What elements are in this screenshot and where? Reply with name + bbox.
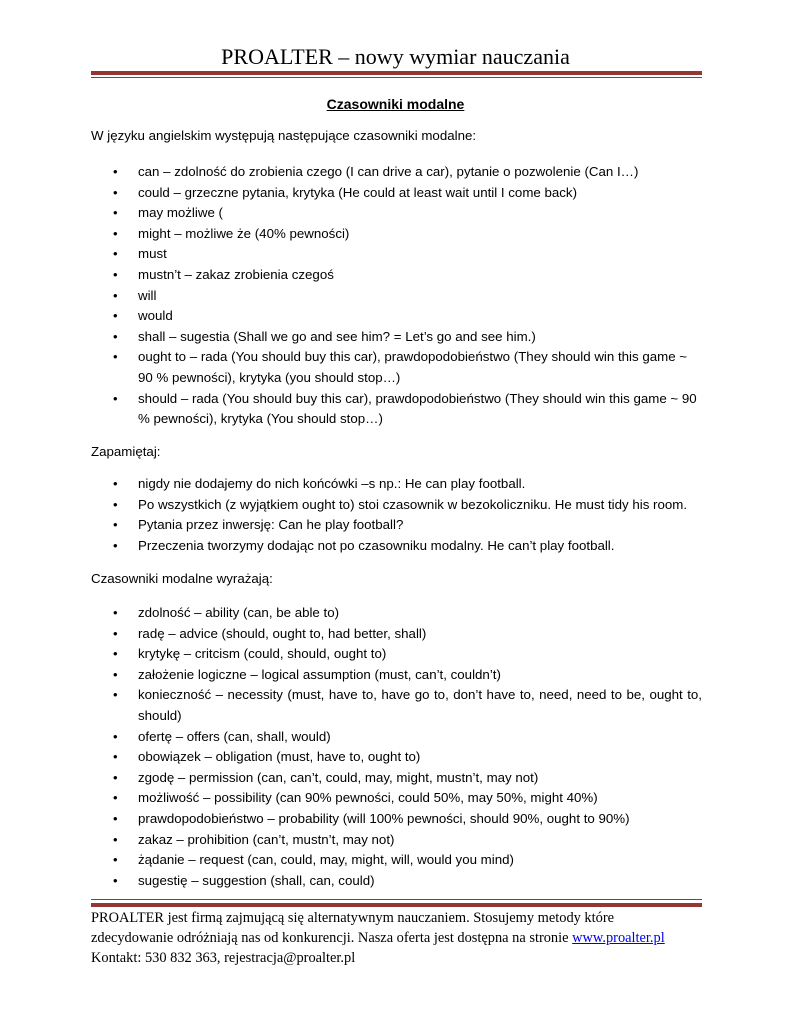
list-item: • Po wszystkich (z wyjątkiem ought to) stoi czasownik w bezokoliczniku. He must tidy his room. [91, 495, 702, 516]
footer-divider-thin [91, 899, 702, 900]
remember-heading: Zapamiętaj: [91, 444, 161, 459]
website-link[interactable]: www.proalter.pl [572, 929, 665, 946]
list-item: • would [91, 306, 702, 327]
list-item: • could – grzeczne pytania, krytyka (He could at least wait until I come back) [91, 183, 702, 204]
list-item: • krytykę – critcism (could, should, ought to) [91, 644, 702, 665]
list-item: • ofertę – offers (can, shall, would) [91, 727, 702, 748]
list-item: • założenie logiczne – logical assumption (must, can’t, couldn’t) [91, 665, 702, 686]
list-item: • will [91, 286, 702, 307]
list-item: • nigdy nie dodajemy do nich końcówki –s np.: He can play football. [91, 474, 702, 495]
list-item: • Przeczenia tworzymy dodając not po czasowniku modalny. He can’t play football. [91, 536, 702, 557]
express-heading: Czasowniki modalne wyrażają: [91, 571, 273, 586]
document-title: Czasowniki modalne [326, 96, 465, 112]
list-item: • might – możliwe że (40% pewności) [91, 224, 702, 245]
list-item: • zakaz – prohibition (can’t, mustn’t, may not) [91, 830, 702, 851]
list-item: • żądanie – request (can, could, may, might, will, would you mind) [91, 850, 702, 871]
list-item: • should – rada (You should buy this car), prawdopodobieństwo (They should win this game ~ 90 % pewności), krytyka (You should stop…) [91, 389, 702, 430]
list-item: • can – zdolność do zrobienia czego (I can drive a car), pytanie o pozwolenie (Can I…) [91, 162, 702, 183]
list-item: • możliwość – possibility (can 90% pewności, could 50%, may 50%, might 40%) [91, 788, 702, 809]
list-item: • Pytania przez inwersję: Can he play football? [91, 515, 702, 536]
footer-line-2-text: zdecydowanie odróżniają nas od konkurencji. Nasza oferta jest dostępna na stronie [91, 929, 573, 946]
list-item: • sugestię – suggestion (shall, can, could) [91, 871, 702, 892]
list-item: • must [91, 244, 702, 265]
header-divider [91, 71, 702, 75]
page-footer [91, 909, 711, 968]
list-item: • zgodę – permission (can, can’t, could, may, might, mustn’t, may not) [91, 768, 702, 789]
page-header-title: PROALTER – nowy wymiar nauczania [221, 44, 570, 69]
list-item: • radę – advice (should, ought to, had better, shall) [91, 624, 702, 645]
footer-line-1: PROALTER jest firmą zajmującą się alternatywnym nauczaniem. Stosujemy metody które [91, 910, 614, 926]
remember-list [91, 474, 702, 556]
header-divider-thin [91, 77, 702, 78]
list-item: • obowiązek – obligation (must, have to, ought to) [91, 747, 702, 768]
list-item: • ought to – rada (You should buy this car), prawdopodobieństwo (They should win this game ~ 90 % pewności), krytyka (you should stop…) [91, 347, 702, 388]
list-item: • zdolność – ability (can, be able to) [91, 603, 702, 624]
express-list [91, 603, 702, 891]
list-item: • mustn’t – zakaz zrobienia czegoś [91, 265, 702, 286]
list-item: • konieczność – necessity (must, have to, have go to, don’t have to, need, need to be, ought to, should) [91, 685, 702, 726]
footer-line-2 [91, 929, 711, 949]
modal-verbs-list [91, 162, 702, 430]
list-item: • prawdopodobieństwo – probability (will 100% pewności, should 90%, ought to 90%) [91, 809, 702, 830]
footer-contact: Kontakt: 530 832 363, rejestracja@proalter.pl [91, 949, 356, 966]
intro-paragraph: W języku angielskim występują następujące czasowniki modalne: [91, 128, 477, 143]
list-item: • shall – sugestia (Shall we go and see him? = Let’s go and see him.) [91, 327, 702, 348]
footer-divider [91, 903, 702, 907]
list-item: • may możliwe ( [91, 203, 702, 224]
